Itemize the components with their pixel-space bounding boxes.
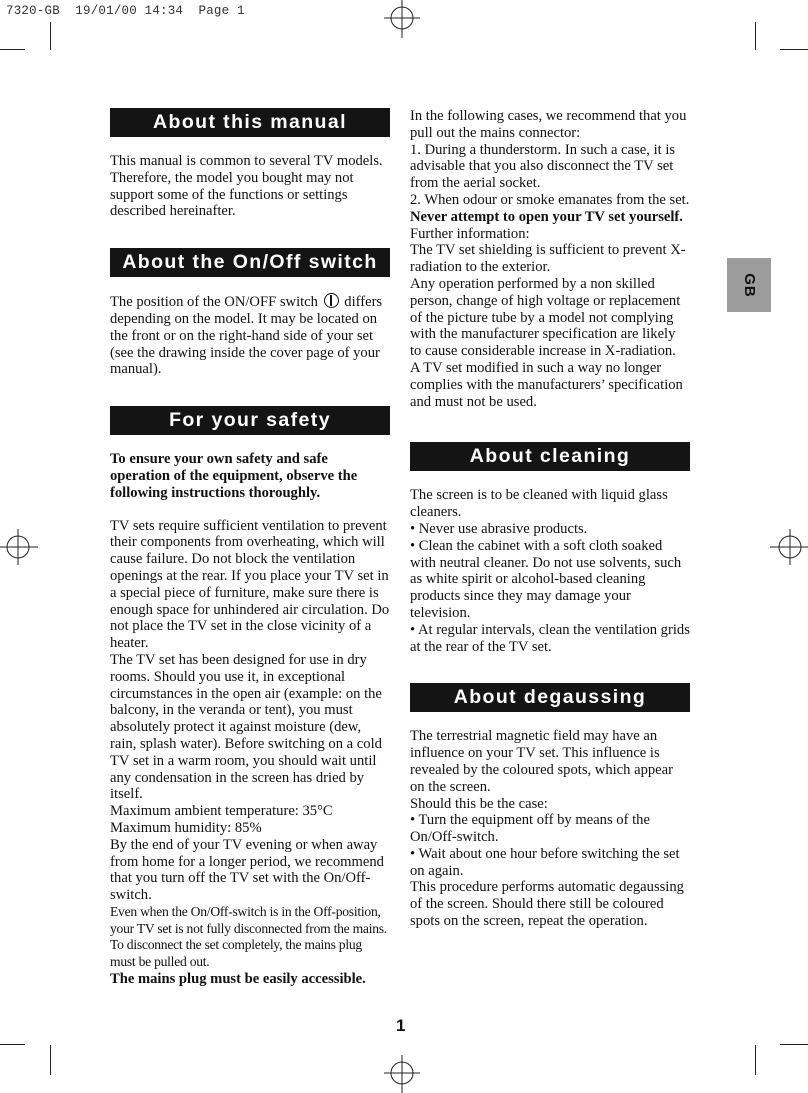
- degaussing-bullet-wait: • Wait about one hour before switching the set on again.: [410, 845, 680, 879]
- safety-disconnect: Even when the On/Off-switch is in the Off-position, your TV set is not fully disconnected from the mains. To disconnect the set completely, the mains plug must be pulled out.: [110, 903, 387, 970]
- page-number: 1: [396, 1016, 406, 1035]
- safety-intro: To ensure your own safety and safe operation of the equipment, observe the following instructions thoroughly.: [110, 451, 358, 501]
- power-switch-icon: [324, 293, 339, 308]
- cleaning-bullet-grids: • At regular intervals, clean the ventilation grids at the rear of the TV set.: [410, 621, 690, 655]
- left-column: [110, 108, 390, 988]
- degaussing-case: Should this be the case:: [410, 795, 548, 812]
- degaussing-bullet-off: • Turn the equipment off by means of the On/Off-switch.: [410, 812, 650, 846]
- mains-warning: Never attempt to open your TV set yourself.: [410, 208, 683, 225]
- degaussing-intro: The terrestrial magnetic field may have an influence on your TV set. This influence is revealed by the coloured spots, which appear on the screen.: [410, 728, 673, 795]
- section-heading-on-off-switch: About the On/Off switch: [110, 248, 390, 277]
- cleaning-bullet-cabinet: • Clean the cabinet with a soft cloth soaked with neutral cleaner. Do not use solvents, such as white spirit or alcohol-based cleaning products since they may damage your television.: [410, 537, 682, 621]
- section-heading-cleaning: About cleaning: [410, 442, 690, 471]
- print-header: 7320-GB 19/01/00 14:34 Page 1: [6, 4, 245, 18]
- language-tab: [727, 258, 771, 312]
- safety-ventilation: TV sets require sufficient ventilation to prevent their components from overheating, which will cause failure. Do not block the ventilation openings at the rear. If you place your TV set in a special piece of furniture, make sure there is enough space for unhindered air circulation. Do not place the TV set in the close vicinity of a heater.: [110, 517, 390, 652]
- mains-case-1: 1. During a thunderstorm. In such a case, it is advisable that you also disconnect the TV set from the aerial socket.: [410, 141, 676, 192]
- xray-modified: A TV set modified in such a way no longer complies with the manufacturers’ specification and must not be used.: [410, 359, 683, 410]
- further-info: Further information:: [410, 225, 530, 242]
- cleaning-bullet-abrasive: • Never use abrasive products.: [410, 520, 588, 537]
- cleaning-intro: The screen is to be cleaned with liquid glass cleaners.: [410, 487, 668, 521]
- switch-text: The position of the ON/OFF switch differs depending on the model. It may be located on the front or on the right-hand side of your set (see the drawing inside the cover page of your manual).: [110, 294, 383, 378]
- section-heading-about-manual: About this manual: [110, 108, 390, 137]
- registration-mark-left-icon: [0, 527, 40, 567]
- xray-operation: Any operation performed by a non skilled person, change of high voltage or replacement of the picture tube by a model not complying with the manufacturer specification are likely to cause considerable increase in X-radiation.: [410, 275, 681, 360]
- language-tab-label: GB: [740, 272, 758, 298]
- manual-text: This manual is common to several TV models. Therefore, the model you bought may not support some of the functions or settings described hereinafter.: [110, 153, 383, 220]
- safety-evening: By the end of your TV evening or when away from home for a longer period, we recommend that you turn off the TV set with the On/Off-switch.: [110, 836, 384, 904]
- right-column: [410, 108, 690, 930]
- mains-intro: In the following cases, we recommend that you pull out the mains connector:: [410, 108, 687, 141]
- mains-case-2: 2. When odour or smoke emanates from the set.: [410, 191, 690, 208]
- safety-warning: The mains plug must be easily accessible.: [110, 971, 366, 988]
- degaussing-outro: This procedure performs automatic degaussing of the screen. Should there still be coloured spots on the screen, repeat the operation.: [410, 879, 684, 930]
- safety-humidity: Maximum humidity: 85%: [110, 819, 262, 836]
- registration-mark-top-icon: [382, 0, 422, 40]
- registration-mark-bottom-icon: [382, 1053, 422, 1093]
- section-heading-degaussing: About degaussing: [410, 683, 690, 712]
- xray-shielding: The TV set shielding is sufficient to prevent X-radiation to the exterior.: [410, 242, 686, 276]
- section-heading-safety: For your safety: [110, 406, 390, 435]
- safety-dry-rooms: The TV set has been designed for use in dry rooms. Should you use it, in exceptional circumstances in the open air (example: on the balcony, in the veranda or tent), you must absolutely protect it against moisture (dew, rain, splash water). Before switching on a cold TV set in a warm room, you should wait until any condensation in the screen has dried by itself.: [110, 651, 382, 803]
- safety-temperature: Maximum ambient temperature: 35°C: [110, 803, 333, 820]
- registration-mark-right-icon: [768, 527, 808, 567]
